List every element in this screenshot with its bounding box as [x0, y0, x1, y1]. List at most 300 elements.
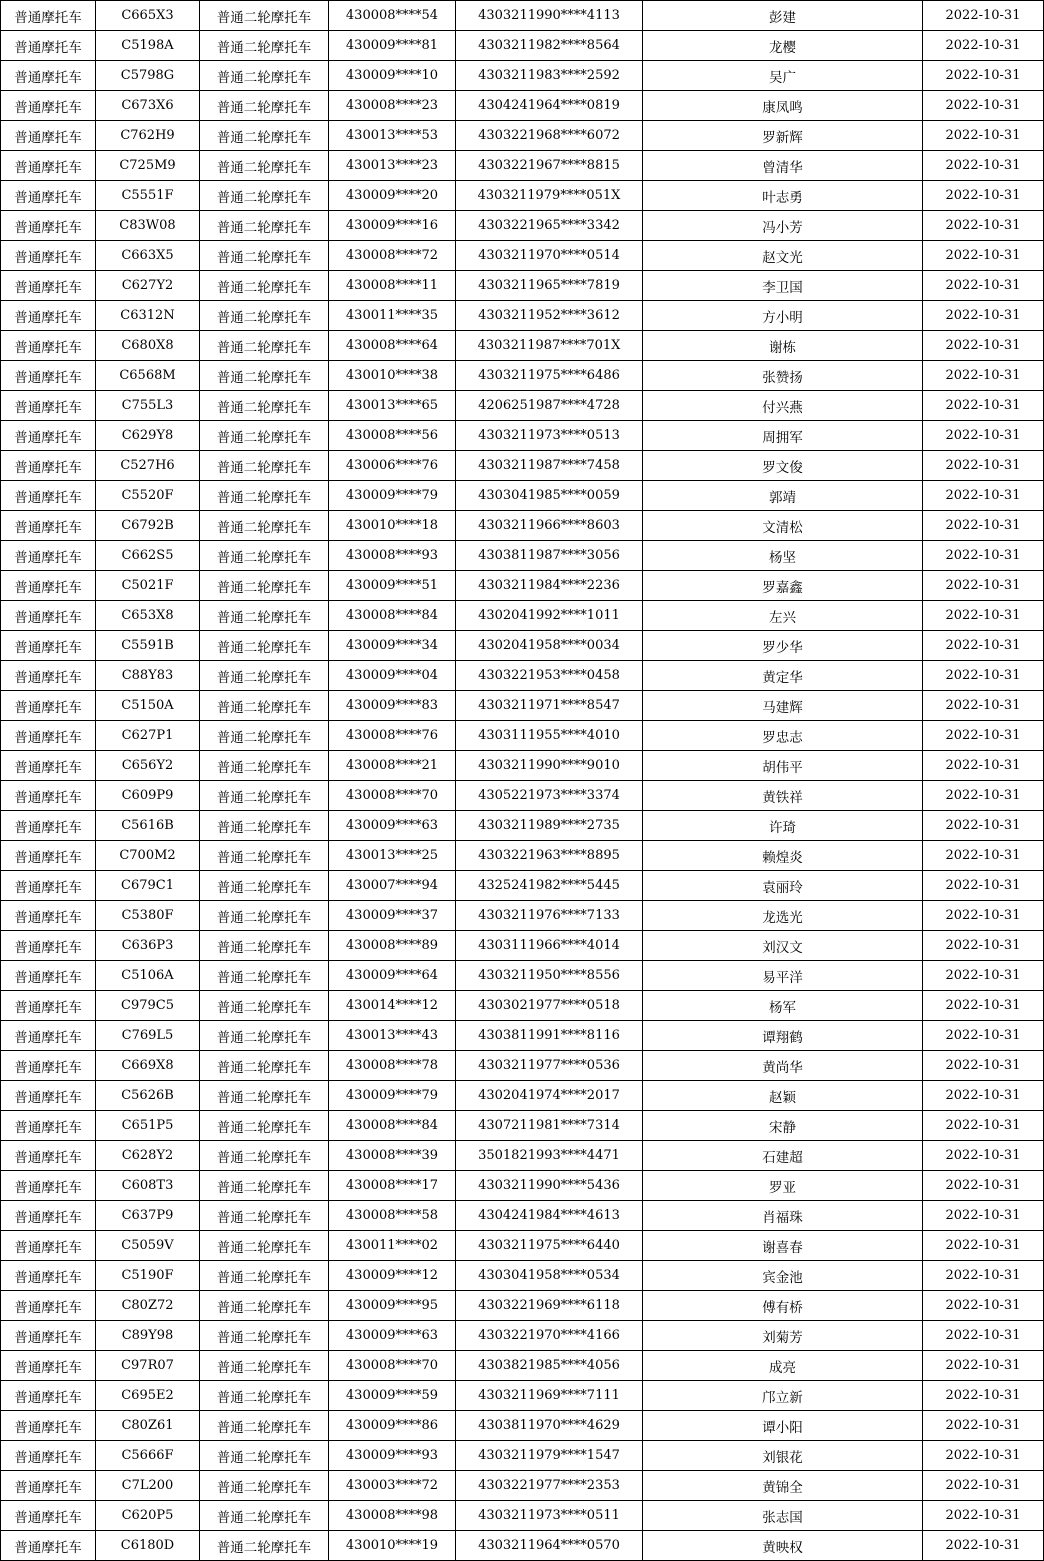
date-cell: 2022-10-31 [923, 391, 1044, 421]
vehicle-type-cell: 普通二轮摩托车 [200, 1351, 329, 1381]
table-row [1, 1081, 1044, 1111]
vehicle-category-cell: 普通摩托车 [1, 901, 96, 931]
date-cell: 2022-10-31 [923, 421, 1044, 451]
vehicle-category-cell: 普通摩托车 [1, 1351, 96, 1381]
vehicle-type-cell: 普通二轮摩托车 [200, 511, 329, 541]
owner-name-cell: 罗少华 [643, 631, 923, 661]
license-number-cell: 430008****70 [329, 1351, 456, 1381]
owner-name-cell: 张赞扬 [643, 361, 923, 391]
table-row [1, 1531, 1044, 1561]
id-number-cell: 4303811970****4629 [456, 1411, 643, 1441]
vehicle-category-cell: 普通摩托车 [1, 121, 96, 151]
owner-name-cell: 罗新辉 [643, 121, 923, 151]
plate-number-cell: C88Y83 [96, 661, 200, 691]
plate-number-cell: C5520F [96, 481, 200, 511]
vehicle-type-cell: 普通二轮摩托车 [200, 241, 329, 271]
vehicle-category-cell: 普通摩托车 [1, 541, 96, 571]
id-number-cell: 4303211975****6440 [456, 1231, 643, 1261]
id-number-cell: 4303221953****0458 [456, 661, 643, 691]
vehicle-type-cell: 普通二轮摩托车 [200, 421, 329, 451]
plate-number-cell: C5626B [96, 1081, 200, 1111]
owner-name-cell: 刘银花 [643, 1441, 923, 1471]
date-cell: 2022-10-31 [923, 991, 1044, 1021]
date-cell: 2022-10-31 [923, 121, 1044, 151]
vehicle-type-cell: 普通二轮摩托车 [200, 571, 329, 601]
vehicle-type-cell: 普通二轮摩托车 [200, 631, 329, 661]
license-number-cell: 430009****79 [329, 1081, 456, 1111]
table-row [1, 511, 1044, 541]
vehicle-type-cell: 普通二轮摩托车 [200, 1411, 329, 1441]
vehicle-category-cell: 普通摩托车 [1, 1171, 96, 1201]
license-number-cell: 430010****38 [329, 361, 456, 391]
date-cell: 2022-10-31 [923, 901, 1044, 931]
id-number-cell: 4303211952****3612 [456, 301, 643, 331]
plate-number-cell: C755L3 [96, 391, 200, 421]
vehicle-category-cell: 普通摩托车 [1, 1411, 96, 1441]
date-cell: 2022-10-31 [923, 301, 1044, 331]
license-number-cell: 430008****89 [329, 931, 456, 961]
table-row [1, 31, 1044, 61]
vehicle-type-cell: 普通二轮摩托车 [200, 481, 329, 511]
license-number-cell: 430008****54 [329, 1, 456, 31]
owner-name-cell: 方小明 [643, 301, 923, 331]
date-cell: 2022-10-31 [923, 61, 1044, 91]
owner-name-cell: 赖煌炎 [643, 841, 923, 871]
vehicle-category-cell: 普通摩托车 [1, 391, 96, 421]
id-number-cell: 4303211990****5436 [456, 1171, 643, 1201]
plate-number-cell: C637P9 [96, 1201, 200, 1231]
date-cell: 2022-10-31 [923, 181, 1044, 211]
table-row [1, 1111, 1044, 1141]
plate-number-cell: C5106A [96, 961, 200, 991]
id-number-cell: 4303211971****8547 [456, 691, 643, 721]
owner-name-cell: 周拥军 [643, 421, 923, 451]
date-cell: 2022-10-31 [923, 1291, 1044, 1321]
vehicle-category-cell: 普通摩托车 [1, 1291, 96, 1321]
plate-number-cell: C662S5 [96, 541, 200, 571]
vehicle-category-cell: 普通摩托车 [1, 871, 96, 901]
table-row [1, 421, 1044, 451]
owner-name-cell: 彭建 [643, 1, 923, 31]
license-number-cell: 430009****63 [329, 811, 456, 841]
table-row [1, 1171, 1044, 1201]
vehicle-type-cell: 普通二轮摩托车 [200, 1321, 329, 1351]
plate-number-cell: C769L5 [96, 1021, 200, 1051]
owner-name-cell: 黄锦全 [643, 1471, 923, 1501]
plate-number-cell: C5591B [96, 631, 200, 661]
license-number-cell: 430007****94 [329, 871, 456, 901]
table-row [1, 1321, 1044, 1351]
id-number-cell: 4303211990****9010 [456, 751, 643, 781]
owner-name-cell: 罗文俊 [643, 451, 923, 481]
owner-name-cell: 赵文光 [643, 241, 923, 271]
date-cell: 2022-10-31 [923, 1471, 1044, 1501]
table-row [1, 151, 1044, 181]
license-number-cell: 430008****72 [329, 241, 456, 271]
license-number-cell: 430009****10 [329, 61, 456, 91]
id-number-cell: 4303221969****6118 [456, 1291, 643, 1321]
vehicle-category-cell: 普通摩托车 [1, 91, 96, 121]
id-number-cell: 4303211982****8564 [456, 31, 643, 61]
owner-name-cell: 罗亚 [643, 1171, 923, 1201]
vehicle-category-cell: 普通摩托车 [1, 1141, 96, 1171]
vehicle-type-cell: 普通二轮摩托车 [200, 1441, 329, 1471]
license-number-cell: 430013****23 [329, 151, 456, 181]
table-row [1, 1201, 1044, 1231]
vehicle-type-cell: 普通二轮摩托车 [200, 1081, 329, 1111]
id-number-cell: 4303211973****0513 [456, 421, 643, 451]
plate-number-cell: C979C5 [96, 991, 200, 1021]
id-number-cell: 4302041992****1011 [456, 601, 643, 631]
table-row [1, 1411, 1044, 1441]
table-row [1, 901, 1044, 931]
vehicle-type-cell: 普通二轮摩托车 [200, 361, 329, 391]
id-number-cell: 4303221965****3342 [456, 211, 643, 241]
license-number-cell: 430009****20 [329, 181, 456, 211]
date-cell: 2022-10-31 [923, 1201, 1044, 1231]
table-row [1, 1291, 1044, 1321]
date-cell: 2022-10-31 [923, 661, 1044, 691]
vehicle-category-cell: 普通摩托车 [1, 751, 96, 781]
vehicle-category-cell: 普通摩托车 [1, 451, 96, 481]
plate-number-cell: C665X3 [96, 1, 200, 31]
table-row [1, 781, 1044, 811]
table-row [1, 1501, 1044, 1531]
owner-name-cell: 叶志勇 [643, 181, 923, 211]
plate-number-cell: C628Y2 [96, 1141, 200, 1171]
vehicle-type-cell: 普通二轮摩托车 [200, 451, 329, 481]
owner-name-cell: 黄尚华 [643, 1051, 923, 1081]
id-number-cell: 4303211983****2592 [456, 61, 643, 91]
id-number-cell: 4303811987****3056 [456, 541, 643, 571]
plate-number-cell: C7L200 [96, 1471, 200, 1501]
owner-name-cell: 张志国 [643, 1501, 923, 1531]
id-number-cell: 4303221968****6072 [456, 121, 643, 151]
vehicle-category-cell: 普通摩托车 [1, 841, 96, 871]
owner-name-cell: 郭靖 [643, 481, 923, 511]
id-number-cell: 4303221967****8815 [456, 151, 643, 181]
vehicle-category-cell: 普通摩托车 [1, 1111, 96, 1141]
table-row [1, 1051, 1044, 1081]
plate-number-cell: C663X5 [96, 241, 200, 271]
vehicle-category-cell: 普通摩托车 [1, 1531, 96, 1561]
vehicle-type-cell: 普通二轮摩托车 [200, 1531, 329, 1561]
license-number-cell: 430009****63 [329, 1321, 456, 1351]
id-number-cell: 4303041958****0534 [456, 1261, 643, 1291]
table-body [1, 1, 1044, 1561]
plate-number-cell: C5190F [96, 1261, 200, 1291]
vehicle-category-cell: 普通摩托车 [1, 691, 96, 721]
vehicle-category-cell: 普通摩托车 [1, 1381, 96, 1411]
vehicle-category-cell: 普通摩托车 [1, 1471, 96, 1501]
vehicle-category-cell: 普通摩托车 [1, 1321, 96, 1351]
date-cell: 2022-10-31 [923, 1111, 1044, 1141]
license-number-cell: 430008****70 [329, 781, 456, 811]
vehicle-type-cell: 普通二轮摩托车 [200, 811, 329, 841]
vehicle-category-cell: 普通摩托车 [1, 571, 96, 601]
date-cell: 2022-10-31 [923, 841, 1044, 871]
license-number-cell: 430008****98 [329, 1501, 456, 1531]
license-number-cell: 430010****18 [329, 511, 456, 541]
id-number-cell: 4303211987****7458 [456, 451, 643, 481]
vehicle-type-cell: 普通二轮摩托车 [200, 1141, 329, 1171]
date-cell: 2022-10-31 [923, 481, 1044, 511]
date-cell: 2022-10-31 [923, 1411, 1044, 1441]
vehicle-category-cell: 普通摩托车 [1, 481, 96, 511]
plate-number-cell: C6180D [96, 1531, 200, 1561]
id-number-cell: 4303211964****0570 [456, 1531, 643, 1561]
id-number-cell: 4206251987****4728 [456, 391, 643, 421]
date-cell: 2022-10-31 [923, 1, 1044, 31]
table-row [1, 1231, 1044, 1261]
vehicle-category-cell: 普通摩托车 [1, 241, 96, 271]
id-number-cell: 4303111955****4010 [456, 721, 643, 751]
owner-name-cell: 左兴 [643, 601, 923, 631]
table-row [1, 541, 1044, 571]
vehicle-type-cell: 普通二轮摩托车 [200, 331, 329, 361]
table-row [1, 931, 1044, 961]
date-cell: 2022-10-31 [923, 871, 1044, 901]
vehicle-category-cell: 普通摩托车 [1, 181, 96, 211]
date-cell: 2022-10-31 [923, 31, 1044, 61]
plate-number-cell: C6312N [96, 301, 200, 331]
vehicle-category-cell: 普通摩托车 [1, 721, 96, 751]
plate-number-cell: C620P5 [96, 1501, 200, 1531]
owner-name-cell: 杨坚 [643, 541, 923, 571]
table-row [1, 1021, 1044, 1051]
id-number-cell: 4307211981****7314 [456, 1111, 643, 1141]
vehicle-type-cell: 普通二轮摩托车 [200, 151, 329, 181]
owner-name-cell: 邝立新 [643, 1381, 923, 1411]
id-number-cell: 4303211979****1547 [456, 1441, 643, 1471]
vehicle-category-cell: 普通摩托车 [1, 1231, 96, 1261]
table-row [1, 211, 1044, 241]
date-cell: 2022-10-31 [923, 91, 1044, 121]
plate-number-cell: C653X8 [96, 601, 200, 631]
owner-name-cell: 胡伟平 [643, 751, 923, 781]
license-number-cell: 430008****84 [329, 1111, 456, 1141]
date-cell: 2022-10-31 [923, 931, 1044, 961]
table-row [1, 391, 1044, 421]
id-number-cell: 4303021977****0518 [456, 991, 643, 1021]
date-cell: 2022-10-31 [923, 1141, 1044, 1171]
date-cell: 2022-10-31 [923, 571, 1044, 601]
date-cell: 2022-10-31 [923, 151, 1044, 181]
plate-number-cell: C679C1 [96, 871, 200, 901]
table-row [1, 1381, 1044, 1411]
table-row [1, 1441, 1044, 1471]
vehicle-category-cell: 普通摩托车 [1, 1, 96, 31]
license-number-cell: 430008****17 [329, 1171, 456, 1201]
plate-number-cell: C5198A [96, 31, 200, 61]
date-cell: 2022-10-31 [923, 241, 1044, 271]
plate-number-cell: C656Y2 [96, 751, 200, 781]
date-cell: 2022-10-31 [923, 961, 1044, 991]
vehicle-category-cell: 普通摩托车 [1, 151, 96, 181]
license-number-cell: 430008****11 [329, 271, 456, 301]
owner-name-cell: 赵颖 [643, 1081, 923, 1111]
plate-number-cell: C700M2 [96, 841, 200, 871]
plate-number-cell: C6792B [96, 511, 200, 541]
plate-number-cell: C5021F [96, 571, 200, 601]
table-row [1, 631, 1044, 661]
date-cell: 2022-10-31 [923, 331, 1044, 361]
vehicle-category-cell: 普通摩托车 [1, 61, 96, 91]
date-cell: 2022-10-31 [923, 211, 1044, 241]
license-number-cell: 430010****19 [329, 1531, 456, 1561]
license-number-cell: 430009****81 [329, 31, 456, 61]
owner-name-cell: 谭小阳 [643, 1411, 923, 1441]
license-number-cell: 430008****78 [329, 1051, 456, 1081]
vehicle-type-cell: 普通二轮摩托车 [200, 391, 329, 421]
plate-number-cell: C6568M [96, 361, 200, 391]
plate-number-cell: C673X6 [96, 91, 200, 121]
table-row [1, 601, 1044, 631]
vehicle-category-cell: 普通摩托车 [1, 361, 96, 391]
date-cell: 2022-10-31 [923, 811, 1044, 841]
license-number-cell: 430013****65 [329, 391, 456, 421]
date-cell: 2022-10-31 [923, 1231, 1044, 1261]
id-number-cell: 4303211984****2236 [456, 571, 643, 601]
table-row [1, 361, 1044, 391]
id-number-cell: 4304241984****4613 [456, 1201, 643, 1231]
vehicle-type-cell: 普通二轮摩托车 [200, 1051, 329, 1081]
id-number-cell: 4303211979****051X [456, 181, 643, 211]
vehicle-category-cell: 普通摩托车 [1, 511, 96, 541]
owner-name-cell: 李卫国 [643, 271, 923, 301]
id-number-cell: 4305221973****3374 [456, 781, 643, 811]
license-number-cell: 430009****79 [329, 481, 456, 511]
license-number-cell: 430013****53 [329, 121, 456, 151]
license-number-cell: 430009****64 [329, 961, 456, 991]
plate-number-cell: C80Z61 [96, 1411, 200, 1441]
vehicle-type-cell: 普通二轮摩托车 [200, 31, 329, 61]
owner-name-cell: 刘汉文 [643, 931, 923, 961]
vehicle-type-cell: 普通二轮摩托车 [200, 961, 329, 991]
plate-number-cell: C89Y98 [96, 1321, 200, 1351]
vehicle-category-cell: 普通摩托车 [1, 781, 96, 811]
id-number-cell: 4303221963****8895 [456, 841, 643, 871]
date-cell: 2022-10-31 [923, 1021, 1044, 1051]
vehicle-category-cell: 普通摩托车 [1, 931, 96, 961]
vehicle-category-cell: 普通摩托车 [1, 1501, 96, 1531]
owner-name-cell: 谢栋 [643, 331, 923, 361]
license-number-cell: 430014****12 [329, 991, 456, 1021]
owner-name-cell: 黄映权 [643, 1531, 923, 1561]
vehicle-type-cell: 普通二轮摩托车 [200, 541, 329, 571]
vehicle-category-cell: 普通摩托车 [1, 1081, 96, 1111]
date-cell: 2022-10-31 [923, 1441, 1044, 1471]
vehicle-category-cell: 普通摩托车 [1, 1201, 96, 1231]
table-row [1, 1141, 1044, 1171]
owner-name-cell: 罗嘉鑫 [643, 571, 923, 601]
owner-name-cell: 龙选光 [643, 901, 923, 931]
table-row [1, 691, 1044, 721]
table-row [1, 811, 1044, 841]
date-cell: 2022-10-31 [923, 1171, 1044, 1201]
plate-number-cell: C527H6 [96, 451, 200, 481]
plate-number-cell: C5551F [96, 181, 200, 211]
date-cell: 2022-10-31 [923, 781, 1044, 811]
table-row [1, 721, 1044, 751]
owner-name-cell: 马建辉 [643, 691, 923, 721]
table-row [1, 841, 1044, 871]
vehicle-category-cell: 普通摩托车 [1, 601, 96, 631]
vehicle-type-cell: 普通二轮摩托车 [200, 601, 329, 631]
vehicle-type-cell: 普通二轮摩托车 [200, 1201, 329, 1231]
plate-number-cell: C83W08 [96, 211, 200, 241]
license-number-cell: 430013****43 [329, 1021, 456, 1051]
vehicle-type-cell: 普通二轮摩托车 [200, 1471, 329, 1501]
vehicle-type-cell: 普通二轮摩托车 [200, 1291, 329, 1321]
id-number-cell: 4303221970****4166 [456, 1321, 643, 1351]
vehicle-type-cell: 普通二轮摩托车 [200, 691, 329, 721]
plate-number-cell: C651P5 [96, 1111, 200, 1141]
owner-name-cell: 谢喜春 [643, 1231, 923, 1261]
date-cell: 2022-10-31 [923, 631, 1044, 661]
table-row [1, 661, 1044, 691]
vehicle-type-cell: 普通二轮摩托车 [200, 721, 329, 751]
vehicle-type-cell: 普通二轮摩托车 [200, 1171, 329, 1201]
license-number-cell: 430008****76 [329, 721, 456, 751]
plate-number-cell: C5666F [96, 1441, 200, 1471]
owner-name-cell: 袁丽玲 [643, 871, 923, 901]
plate-number-cell: C725M9 [96, 151, 200, 181]
plate-number-cell: C5616B [96, 811, 200, 841]
vehicle-type-cell: 普通二轮摩托车 [200, 871, 329, 901]
vehicle-type-cell: 普通二轮摩托车 [200, 1021, 329, 1051]
date-cell: 2022-10-31 [923, 1501, 1044, 1531]
owner-name-cell: 康凤鸣 [643, 91, 923, 121]
id-number-cell: 4303211966****8603 [456, 511, 643, 541]
vehicle-category-cell: 普通摩托车 [1, 991, 96, 1021]
owner-name-cell: 肖福珠 [643, 1201, 923, 1231]
date-cell: 2022-10-31 [923, 1321, 1044, 1351]
table-row [1, 1351, 1044, 1381]
vehicle-type-cell: 普通二轮摩托车 [200, 1501, 329, 1531]
owner-name-cell: 龙樱 [643, 31, 923, 61]
license-number-cell: 430009****16 [329, 211, 456, 241]
date-cell: 2022-10-31 [923, 541, 1044, 571]
vehicle-type-cell: 普通二轮摩托车 [200, 1111, 329, 1141]
plate-number-cell: C5798G [96, 61, 200, 91]
table-row [1, 961, 1044, 991]
vehicle-category-cell: 普通摩托车 [1, 331, 96, 361]
owner-name-cell: 黄定华 [643, 661, 923, 691]
id-number-cell: 4303211973****0511 [456, 1501, 643, 1531]
plate-number-cell: C5150A [96, 691, 200, 721]
table-row [1, 571, 1044, 601]
license-number-cell: 430009****34 [329, 631, 456, 661]
table-row [1, 91, 1044, 121]
vehicle-type-cell: 普通二轮摩托车 [200, 931, 329, 961]
owner-name-cell: 文清松 [643, 511, 923, 541]
plate-number-cell: C762H9 [96, 121, 200, 151]
vehicle-category-cell: 普通摩托车 [1, 811, 96, 841]
owner-name-cell: 付兴燕 [643, 391, 923, 421]
owner-name-cell: 吴广 [643, 61, 923, 91]
id-number-cell: 4303211990****4113 [456, 1, 643, 31]
owner-name-cell: 宋静 [643, 1111, 923, 1141]
vehicle-type-cell: 普通二轮摩托车 [200, 91, 329, 121]
date-cell: 2022-10-31 [923, 271, 1044, 301]
table-row [1, 991, 1044, 1021]
id-number-cell: 4303211970****0514 [456, 241, 643, 271]
id-number-cell: 4303221977****2353 [456, 1471, 643, 1501]
id-number-cell: 3501821993****4471 [456, 1141, 643, 1171]
license-number-cell: 430008****93 [329, 541, 456, 571]
id-number-cell: 4302041958****0034 [456, 631, 643, 661]
